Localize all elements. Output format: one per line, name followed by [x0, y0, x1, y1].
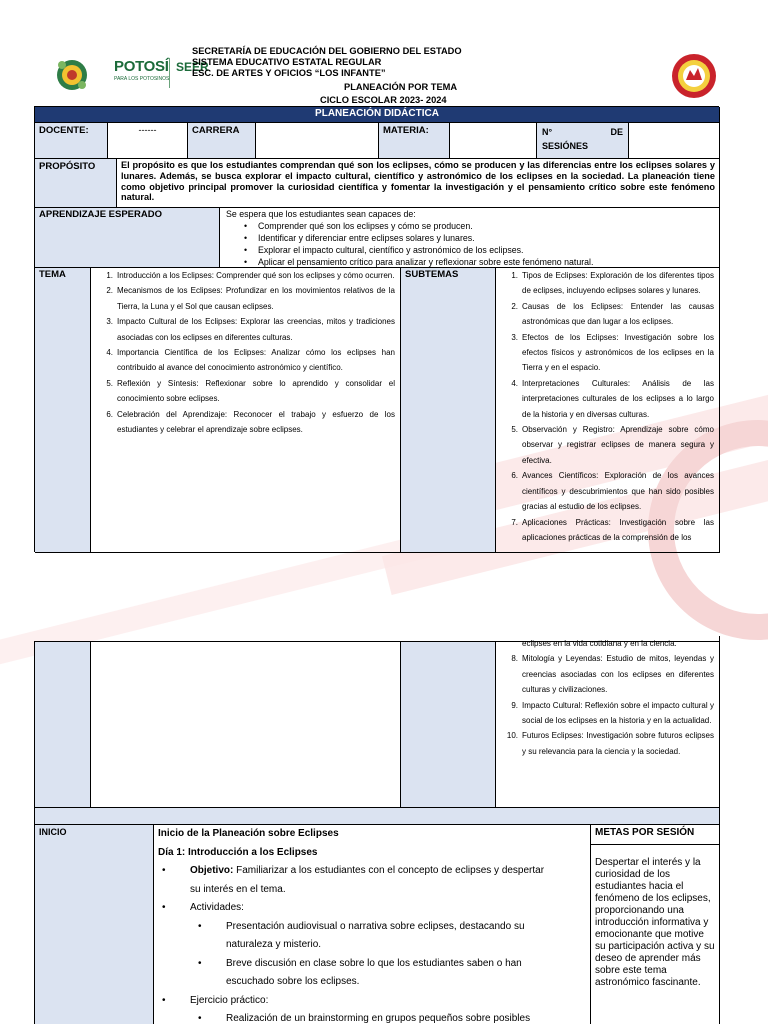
- tema-list: [91, 268, 400, 437]
- actividad-1: • Presentación audiovisual o narrativa sobre eclipses, destacando su: [198, 920, 525, 932]
- list-item: 3. Impacto Cultural de los Eclipses: Explorar las creencias, mitos y tradiciones asociadas con los eclipses en diferentes culturas.: [106, 317, 395, 342]
- actividad-1-cont: naturaleza y misterio.: [226, 939, 322, 950]
- materia-value: [450, 123, 537, 159]
- subtemas-label-continued: [401, 642, 496, 808]
- list-item: 1. Tipos de Eclipses: Exploración de los diferentes tipos de eclipses, incluyendo eclipses solares y lunares.: [511, 271, 714, 296]
- inicio-content: [154, 825, 591, 1024]
- metas-content: [591, 825, 720, 1024]
- seer-logo-text: SEER: [176, 60, 209, 74]
- subtemas-list-continued: [496, 636, 719, 759]
- carrera-value: [256, 123, 379, 159]
- actividades-item: • Actividades:: [162, 902, 244, 913]
- potosi-logo-icon: [52, 55, 112, 95]
- potosi-logo-subtext: PARA LOS POTOSINOS: [114, 76, 170, 82]
- ejercicio-1: • Realización de un brainstorming en grupos pequeños sobre posibles: [198, 1013, 531, 1024]
- ejercicio-item: • Ejercicio práctico:: [162, 994, 269, 1006]
- proposito-text: El propósito es que los estudiantes comprendan qué son los eclipses, cómo se producen y las diferencias entre los eclipses solares y lunares. Además, se busca explorar el impacto cultural, científico y astronómico de los eclipses en la sociedad. La planeación tiene como objetivo principal promover la curiosidad científica y fomentar la investigación y el pensamiento crítico sobre este fenómeno natural.: [117, 159, 720, 208]
- list-item: 4. Importancia Científica de los Eclipses: Analizar cómo los eclipses han contribuido al avance del conocimiento astronómico y científico.: [106, 348, 395, 373]
- list-item: 3. Efectos de los Eclipses: Investigación sobre los efectos físicos y astronómicos de los eclipses en la Tierra y en el espacio.: [511, 332, 714, 373]
- aprendizaje-content: [220, 208, 720, 268]
- list-item: 2. Mecanismos de los Eclipses: Profundizar en los movimientos relativos de la Tierra, la Luna y el Sol que causan eclipses.: [106, 286, 395, 311]
- sesiones-value: [629, 123, 720, 159]
- metas-text: Despertar el interés y la curiosidad de los estudiantes hacia el fenómeno de los eclipses, proporcionando una introducción informativa y emocionante que motive su participación activa y su deseo de aprender más sobre este tema astronómico fascinante.: [595, 857, 715, 988]
- planeacion-continuation-table: [34, 641, 719, 1024]
- list-item: eclipses en la vida cotidiana y en la ciencia.: [522, 639, 677, 648]
- tema-label-continued: [35, 642, 91, 808]
- objetivo-item: • Objetivo: Familiarizar a los estudiantes con el concepto de eclipses y despertar: [162, 865, 545, 876]
- subtemas-label: SUBTEMAS: [401, 268, 496, 553]
- header-line: SECRETARÍA DE EDUCACIÓN DEL GOBIERNO DEL ESTADO: [192, 46, 462, 56]
- subtemas-content: [496, 268, 720, 553]
- carrera-label: CARRERA: [188, 123, 256, 159]
- header-institution-lines: [192, 46, 462, 79]
- potosi-logo-text: POTOSÍ: [114, 58, 169, 75]
- subtemas-list: [496, 268, 719, 545]
- subtemas-content-continued: [496, 636, 720, 808]
- list-item: 7. Aplicaciones Prácticas: Investigación sobre las aplicaciones prácticas de la comprensión de los: [511, 517, 714, 542]
- proposito-label: PROPÓSITO: [35, 159, 117, 208]
- aprendizaje-list: [238, 220, 713, 268]
- tema-content: [91, 268, 401, 553]
- list-item: 6. Avances Científicos: Exploración de los avances científicos y descubrimientos que han sido posibles gracias al estudio de los eclipses.: [511, 471, 714, 512]
- table-title: PLANEACIÓN DIDÁCTICA: [35, 107, 720, 123]
- sesiones-label-de: DE: [610, 127, 623, 137]
- dia-heading: Día 1: Introducción a los Eclipses: [158, 846, 318, 858]
- inicio-label: INICIO: [35, 825, 154, 1024]
- aprendizaje-label: APRENDIZAJE ESPERADO: [35, 208, 220, 268]
- sesiones-label: [537, 123, 629, 159]
- list-item: • Aplicar el pensamiento crítico para analizar y reflexionar sobre este fenómeno natural.: [238, 256, 713, 268]
- list-item: 6. Celebración del Aprendizaje: Reconocer el trabajo y esfuerzo de los estudiantes y celebrar el aprendizaje sobre eclipses.: [106, 409, 395, 435]
- header-line: SISTEMA EDUCATIVO ESTATAL REGULAR: [192, 57, 382, 67]
- document-header: [34, 40, 718, 106]
- list-item: 5. Reflexión y Síntesis: Reflexionar sobre lo aprendido y consolidar el conocimiento sobre eclipses.: [106, 378, 395, 404]
- list-item: 8. Mitología y Leyendas: Estudio de mitos, leyendas y creencias asociadas con los eclipses en diferentes culturas y civilizaciones.: [511, 654, 714, 695]
- header-line: ESC. DE ARTES Y OFICIOS “LOS INFANTE”: [192, 68, 386, 78]
- logo-divider: [169, 58, 170, 88]
- inicio-heading: Inicio de la Planeación sobre Eclipses: [158, 828, 339, 839]
- sesiones-label-num: N°: [542, 127, 553, 137]
- materia-label: MATERIA:: [379, 123, 450, 159]
- aprendizaje-intro: Se espera que los estudiantes sean capaces de:: [226, 209, 416, 219]
- school-seal-icon: [670, 52, 718, 100]
- list-item: 10. Futuros Eclipses: Investigación sobre futuros eclipses y su relevancia para la ciencia y la sociedad.: [506, 731, 714, 756]
- docente-label: DOCENTE:: [35, 123, 108, 159]
- list-item: 1. Introducción a los Eclipses: Comprender qué son los eclipses y cómo ocurren.: [106, 271, 395, 280]
- list-item: 2. Causas de los Eclipses: Entender las causas astronómicas que dan lugar a los eclipses.: [511, 301, 714, 327]
- objetivo-item-cont: su interés en el tema.: [190, 883, 286, 895]
- list-item: 5. Observación y Registro: Aprendizaje sobre cómo observar y registrar eclipses de manera segura y efectiva.: [511, 425, 714, 465]
- separator-row: [35, 808, 720, 825]
- list-item: • Explorar el impacto cultural, científico y astronómico de los eclipses.: [238, 244, 713, 256]
- metas-label: METAS POR SESIÓN: [591, 825, 719, 845]
- docente-value: ------: [108, 123, 188, 159]
- planeacion-didactica-table: [34, 106, 719, 552]
- ciclo-escolar: CICLO ESCOLAR 2023- 2024: [320, 95, 447, 105]
- list-item: 9. Impacto Cultural: Reflexión sobre el impacto cultural y social de los eclipses en la historia y en la actualidad.: [511, 700, 714, 726]
- tema-content-continued: [91, 642, 401, 808]
- actividad-2: • Breve discusión en clase sobre lo que los estudiantes saben o han: [198, 957, 522, 969]
- list-item: • Identificar y diferenciar entre eclipses solares y lunares.: [238, 232, 713, 244]
- list-item: • Comprender qué son los eclipses y cómo se producen.: [238, 220, 713, 232]
- planeacion-title: PLANEACIÓN POR TEMA: [344, 82, 458, 92]
- tema-label: TEMA: [35, 268, 91, 553]
- sesiones-label-text: SESIÓNES: [542, 141, 589, 151]
- actividad-2-cont: escuchado sobre los eclipses.: [226, 976, 360, 987]
- list-item: 4. Interpretaciones Culturales: Análisis de las interpretaciones culturales de los eclipses a lo largo de la historia y en diversas culturas.: [511, 378, 714, 419]
